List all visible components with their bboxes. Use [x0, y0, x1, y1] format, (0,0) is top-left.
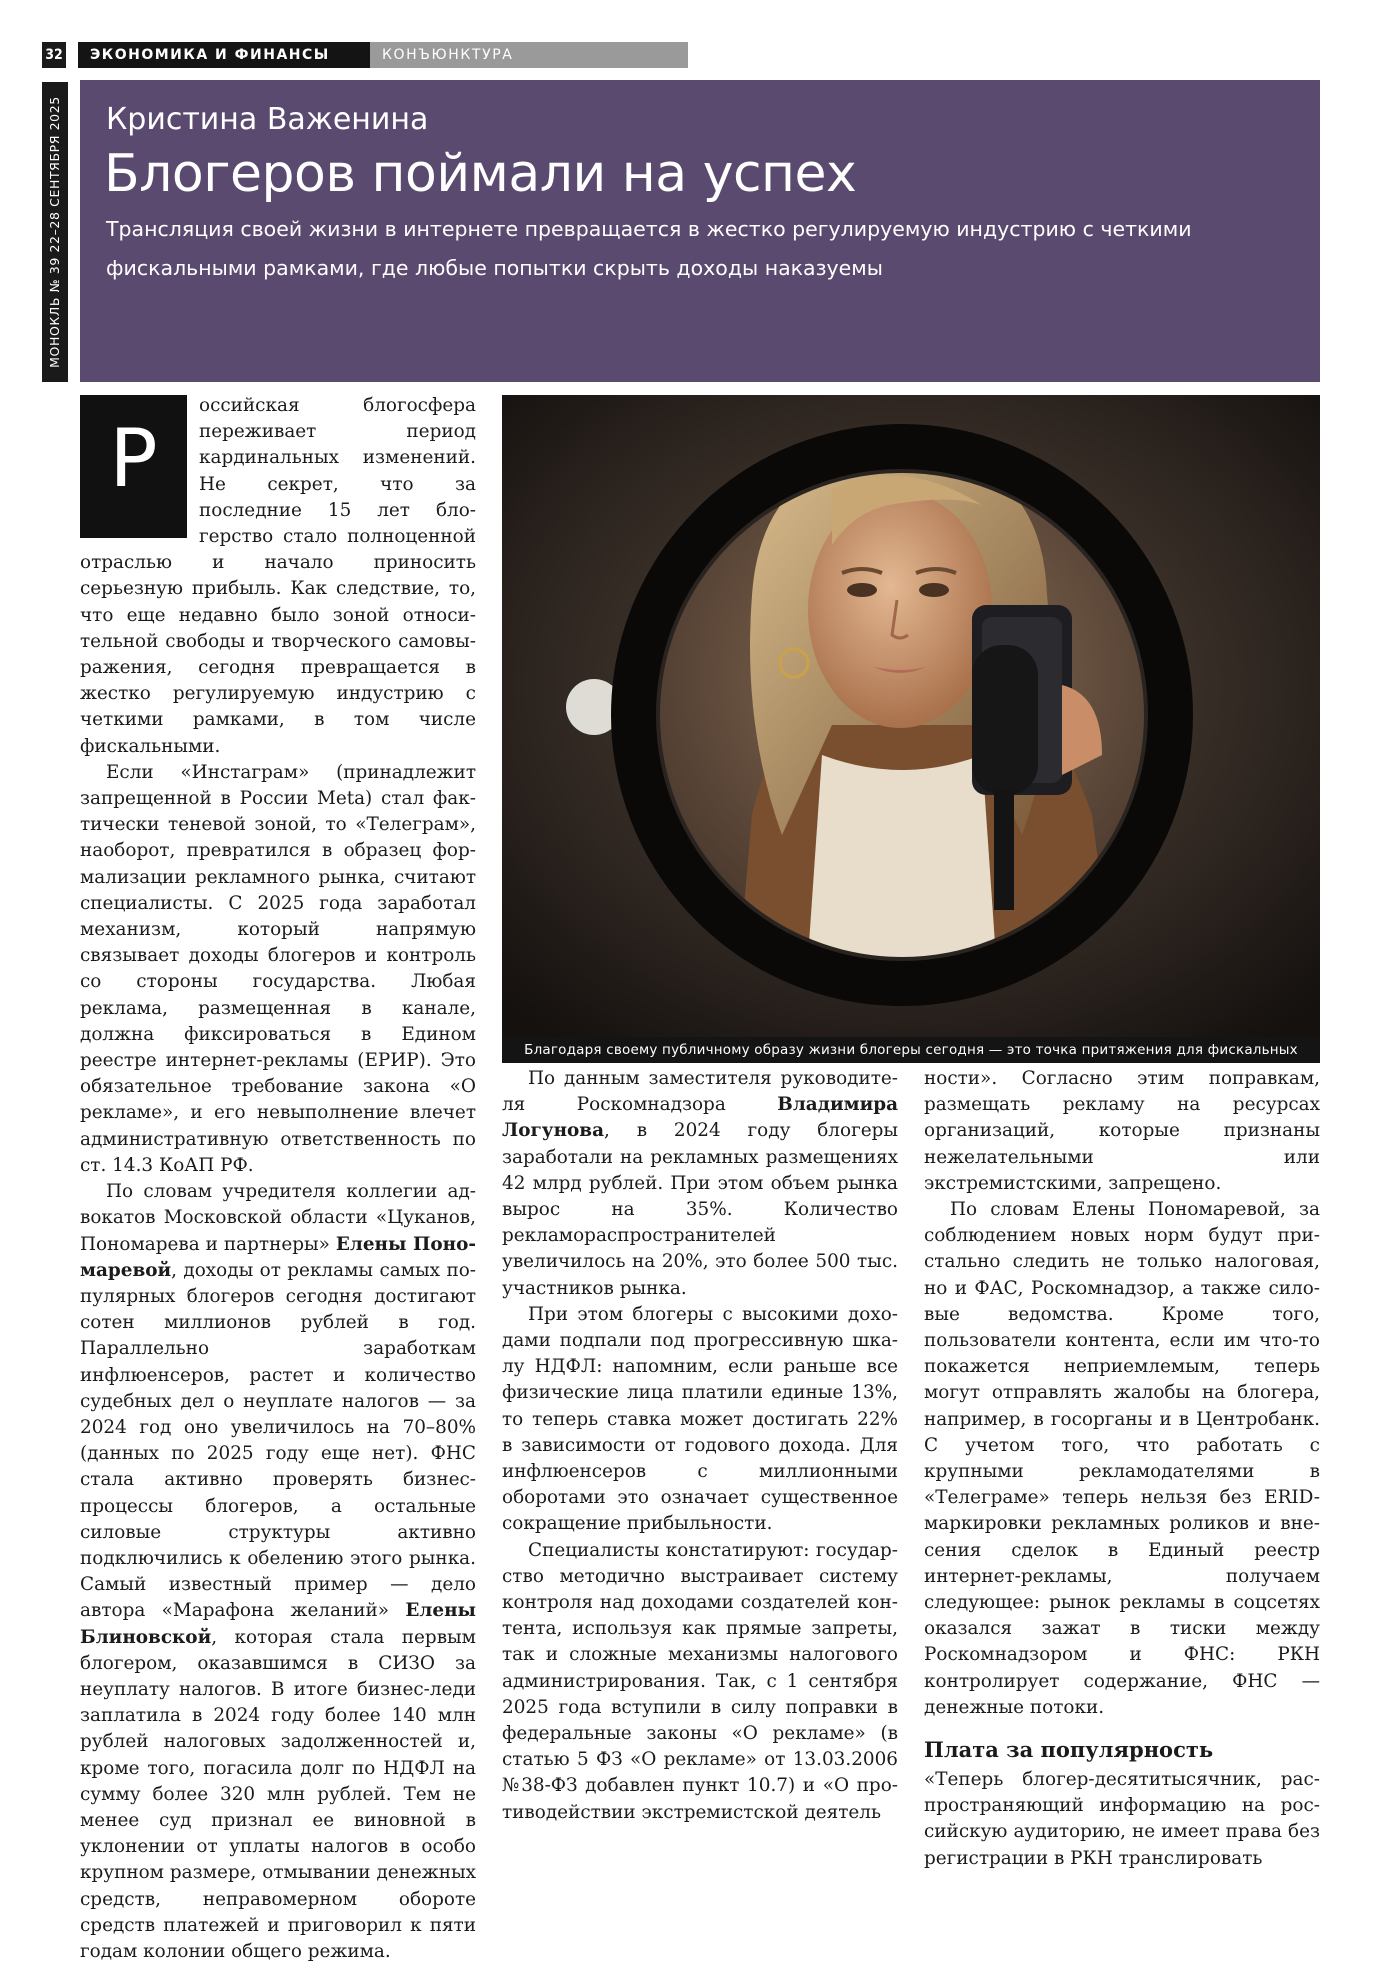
paragraph-6: Специалисты констатируют: государство методично выстраивает систему контроля над доходами создателей контента, используя как прямые запреты, так и сложные механизмы налогового администрирования. Так, с 1 сентября 2025 года вступили в силу поправки в федеральные законы «О рекламе» (в статью 5 ФЗ «О рекламе» от 13.03.2006 №38-ФЗ добавлен пункт 10.7) и «О противодействии экстремистской деятель	[502, 1539, 898, 1823]
paragraph-3	[80, 1179, 476, 1965]
article-header	[80, 80, 1320, 382]
expert-name-ponomareva: Елены Пономаревой	[80, 1233, 476, 1281]
issue-label: МОНОКЛЬ № 39 22–28 СЕНТЯБРЯ 2025	[47, 96, 62, 368]
paragraph-4-text: По данным заместителя руководителя Роскомнадзора	[502, 1068, 898, 1116]
issue-sidebar	[42, 82, 68, 382]
drop-cap-letter: Р	[109, 412, 158, 505]
paragraph-1: оссийская блогосфера переживает период кардинальных изменений. Не секрет, что за последние 15 лет блогерство стало полноценной отраслью и начало приносить серьезную прибыль. Как следствие, то, что еще недавно было зоной относительной свободы и творческого самовыражения, сегодня превращается в жестко регулируемую индустрию с четкими рамками, в том числе фискальными.	[80, 395, 476, 757]
article-column-2	[502, 1066, 898, 1826]
article-title: Блогеров поймали на успех	[104, 144, 857, 204]
photo-illustration	[502, 395, 1320, 1037]
article-column-3	[924, 1066, 1320, 1872]
paragraph-4	[502, 1066, 898, 1302]
photo-caption: Благодаря своему публичному образу жизни блогеры сегодня — это точка притяжения для фискальных	[502, 1037, 1320, 1063]
paragraph-4-text: , в 2024 году блогеры заработали на рекламных размещениях 42 млрд рублей. При этом объем рынка вырос на 35%. Количество рекламораспространителей увеличилось на 20%, это более 500 тыс. участников рынка.	[502, 1120, 898, 1299]
author-name: Кристина Важенина	[106, 102, 429, 137]
paragraph-5: При этом блогеры с высокими доходами подпали под прогрессивную шкалу НДФЛ: напомним, если раньше все физические лица платили единые 13%, то теперь ставка может достигать 22% в зависимости от годового дохода. Для инфлюенсеров с миллионными оборотами это означает существенное сокращение прибыльности.	[502, 1303, 898, 1535]
subheading: Плата за популярность	[924, 1737, 1214, 1763]
paragraph-6-continued: ности». Согласно этим поправкам, размещать рекламу на ресурсах организаций, которые признаны нежелательными или экстремистскими, запрещено.	[924, 1068, 1320, 1194]
article-photo	[502, 395, 1320, 1063]
paragraph-3-text: По словам учредителя коллегии адвокатов Московской области «Цуканов, Пономарева и партнеры»	[80, 1181, 476, 1255]
page-number: 32	[42, 42, 66, 68]
official-name-logunov: Владимира Логунова	[502, 1094, 898, 1142]
drop-cap	[80, 395, 187, 538]
paragraph-7: По словам Елены Пономаревой, за соблюдением новых норм будут пристально следить не только налоговая, но и ФАС, Роскомнадзор, а также силовые ведомства. Кроме того, пользователи контента, если им что-то покажется неприемлемым, теперь могут отправлять жалобы на блогера, например, в госорганы и в Центробанк. С учетом того, что работать с крупными рекламодателями в «Телеграме» теперь нельзя без ERID-маркировки рекламных роликов и внесения сделок в Единый реестр интернет-рекламы, получаем следующее: рынок рекламы в соцсетях оказался зажат в тиски между Роскомнадзором и ФНС: РКН контролирует содержание, ФНС — денежные потоки.	[924, 1199, 1320, 1718]
article-column-1	[80, 393, 476, 1965]
paragraph-3-text: , которая стала первым блогером, оказавшимся в СИЗО за неуплату налогов. В итоге бизнес-леди заплатила в 2024 году более 140 млн рублей налоговых задолженностей и, кроме того, погасила долг по НДФЛ на сумму более 320 млн рублей. Тем не менее суд признал ее виновной в уклонении от уплаты налогов в особо крупном размере, отмывании денежных средств, неправомерном обороте средств платежей и приговорил к пяти годам колонии общего режима.	[80, 1626, 476, 1962]
paragraph-3-text: , доходы от рекламы самых популярных блогеров сегодня достигают сотен миллионов рублей в год. Параллельно заработкам инфлюенсеров, растет и количество судебных дел о неуплате налогов — за 2024 год оно увеличилось на 70–80% (данных по 2025 году еще нет). ФНС стала активно проверять бизнес-процессы блогеров, а остальные силовые структуры активно подключились к обелению этого рынка. Самый известный пример — дело автора «Марафона желаний»	[80, 1259, 476, 1622]
paragraph-2: Если «Инстаграм» (принадлежит запрещенной в России Meta) стал фактически теневой зоной, то «Телеграм», наоборот, превратился в образец формализации рекламного рынка, считают специалисты. С 2025 года заработал механизм, который напрямую связывает доходы блогеров и контроль со стороны государства. Любая реклама, размещенная в канале, должна фиксироваться в Едином реестре интернет-рекламы (ЕРИР). Это обязательное требование закона «О рекламе», и его невыполнение влечет административную ответственность по ст. 14.3 КоАП РФ.	[80, 761, 476, 1176]
rubric-label: КОНЪЮНКТУРА	[370, 42, 688, 68]
section-label: ЭКОНОМИКА И ФИНАНСЫ	[78, 42, 370, 68]
person-name-blinovskaya: Елены Блиновской	[80, 1600, 476, 1648]
paragraph-8: «Теперь блогер-десятитысячник, распространяющий информацию на российскую аудиторию, не имеет права без регистрации в РКН транслировать	[924, 1769, 1320, 1869]
article-lead: Трансляция своей жизни в интернете превращается в жестко регулируемую индустрию с четкими фискальными рамками, где любые попытки скрыть доходы наказуемы	[106, 217, 1192, 280]
